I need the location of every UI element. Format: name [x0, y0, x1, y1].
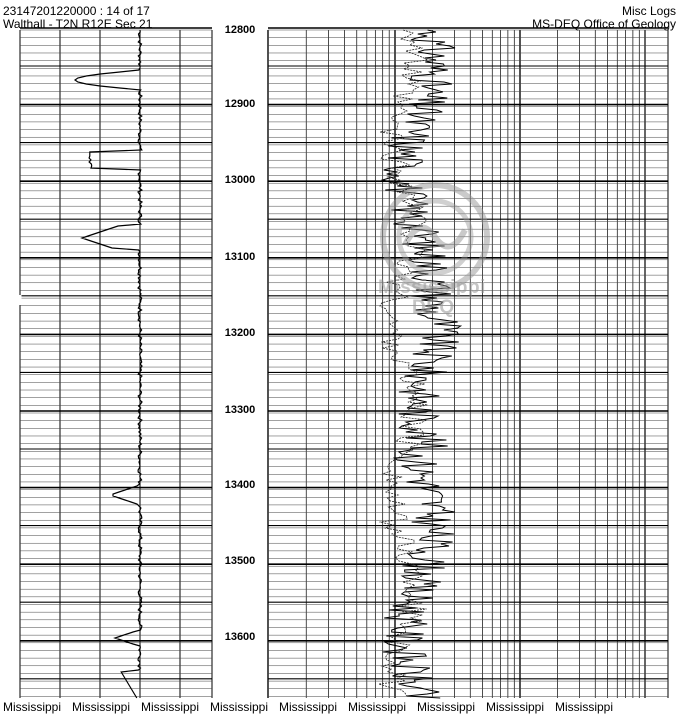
- footer-label: Mississippi: [210, 700, 269, 714]
- well-location: Walthall - T2N R12E Sec 21: [3, 17, 153, 31]
- depth-label: 13500: [224, 555, 256, 567]
- document-id: 23147201220000 : 14 of 17: [3, 4, 150, 18]
- depth-label: 13300: [224, 404, 256, 416]
- depth-label: 13000: [224, 174, 256, 186]
- footer-label: Mississippi: [417, 700, 476, 714]
- footer-label: Mississippi: [3, 700, 62, 714]
- footer-label: Mississippi: [486, 700, 545, 714]
- depth-label: 12900: [224, 98, 256, 110]
- depth-label: 13200: [224, 327, 256, 339]
- depth-label: 13600: [224, 631, 256, 643]
- depth-label: 13400: [224, 479, 256, 491]
- resistivity-curve-deep: [383, 30, 461, 698]
- watermark-line1: Mississippi: [378, 277, 486, 298]
- watermark-line2: DEQ: [412, 297, 455, 318]
- footer-label: Mississippi: [555, 700, 614, 714]
- depth-label: 13100: [224, 251, 256, 263]
- log-type: Misc Logs: [621, 4, 676, 18]
- footer-label: Mississippi: [141, 700, 200, 714]
- depth-label: 12800: [224, 24, 256, 36]
- office-name: MS-DEQ Office of Geology: [532, 17, 676, 31]
- footer-label: Mississippi: [348, 700, 407, 714]
- footer-label: Mississippi: [279, 700, 338, 714]
- sp-curve: [75, 30, 142, 698]
- footer-label: Mississippi: [72, 700, 131, 714]
